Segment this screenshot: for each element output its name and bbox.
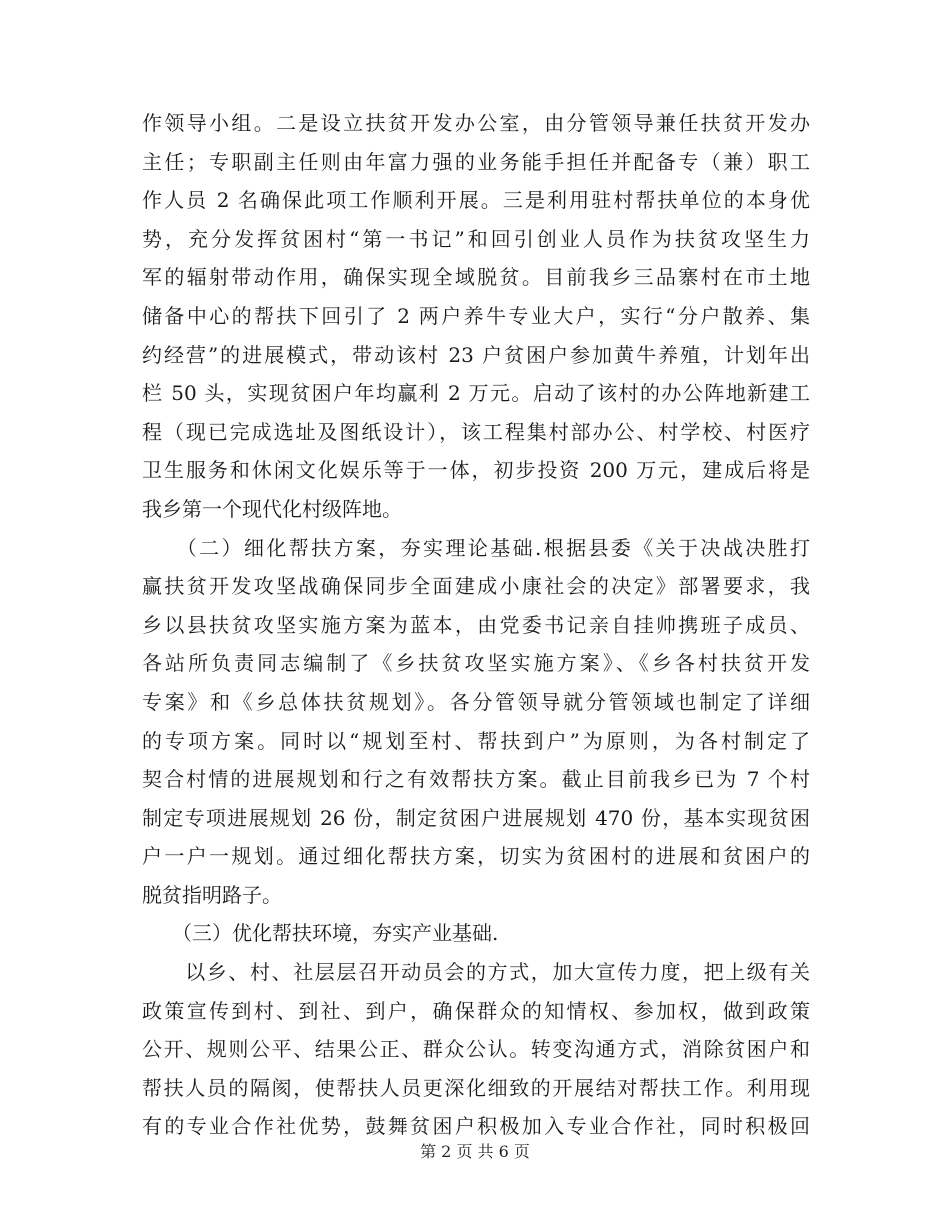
text-line: 的专项方案。同时以“规划至村、帮扶到户”为原则，为各村制定了 — [142, 728, 810, 753]
text-line: 势，充分发挥贫困村“第一书记”和回引创业人员作为扶贫攻坚生力 — [142, 226, 810, 251]
text-line: 乡以县扶贫攻坚实施方案为蓝本，由党委书记亲自挂帅携班子成员、 — [142, 612, 810, 637]
section-heading-line: （二）细化帮扶方案，夯实理论基础.根据县委《关于决战决胜打 — [142, 535, 810, 560]
text-line: 军的辐射带动作用，确保实现全域脱贫。目前我乡三品寨村在市土地 — [142, 265, 810, 290]
text-line: 我乡第一个现代化村级阵地。 — [142, 496, 402, 521]
text-line: 约经营”的进展模式，带动该村 23 户贫困户参加黄牛养殖，计划年出 — [142, 342, 810, 367]
text-line: 公开、规则公平、结果公正、群众公认。转变沟通方式，消除贫困户和 — [142, 1037, 810, 1062]
text-line: 栏 50 头，实现贫困户年均赢利 2 万元。启动了该村的办公阵地新建工 — [142, 381, 810, 406]
section-heading-line: （三）优化帮扶环境，夯实产业基础. — [142, 921, 499, 946]
text-line: 有的专业合作社优势，鼓舞贫困户积极加入专业合作社，同时积极回 — [142, 1114, 810, 1139]
text-line: 储备中心的帮扶下回引了 2 两户养牛专业大户，实行“分户散养、集 — [142, 303, 810, 328]
text-line: 卫生服务和休闲文化娱乐等于一体，初步投资 200 万元，建成后将是 — [142, 458, 810, 483]
text-line: 契合村情的进展规划和行之有效帮扶方案。截止目前我乡已为 7 个村 — [142, 767, 810, 792]
text-line: 赢扶贫开发攻坚战确保同步全面建成小康社会的决定》部署要求，我 — [142, 574, 810, 599]
body-text — [142, 104, 810, 1146]
text-line: 作人员 2 名确保此项工作顺利开展。三是利用驻村帮扶单位的本身优 — [142, 188, 810, 213]
text-line: 政策宣传到村、到社、到户，确保群众的知情权、参加权，做到政策 — [142, 998, 810, 1023]
text-line: 户一户一规划。通过细化帮扶方案，切实为贫困村的进展和贫困户的 — [142, 844, 810, 869]
text-line: 帮扶人员的隔阂，使帮扶人员更深化细致的开展结对帮扶工作。利用现 — [142, 1075, 810, 1100]
page-footer: 第 2 页 共 6 页 — [420, 1142, 530, 1161]
text-line: 以乡、村、社层层召开动员会的方式，加大宣传力度，把上级有关 — [142, 960, 810, 985]
text-line: 作领导小组。二是设立扶贫开发办公室，由分管领导兼任扶贫开发办 — [142, 111, 810, 135]
text-line: 脱贫指明路子。 — [142, 882, 282, 907]
text-line: 各站所负责同志编制了《乡扶贫攻坚实施方案》、《乡各村扶贫开发 — [142, 651, 810, 676]
text-line: 专案》和《乡总体扶贫规划》。各分管领导就分管领域也制定了详细 — [142, 689, 810, 714]
text-line: 制定专项进展规划 26 份，制定贫困户进展规划 470 份，基本实现贫困 — [142, 805, 810, 830]
text-line: 主任；专职副主任则由年富力强的业务能手担任并配备专（兼）职工 — [142, 149, 810, 174]
text-line: 程（现已完成选址及图纸设计），该工程集村部办公、村学校、村医疗 — [142, 419, 810, 444]
